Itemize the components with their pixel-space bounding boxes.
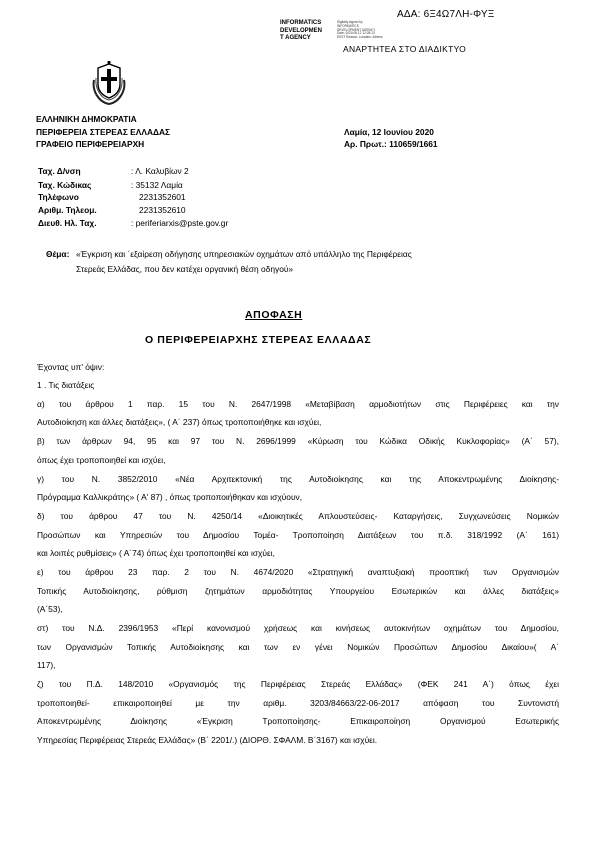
contact-email: : periferiarxis@pste.gov.gr [131,218,229,228]
body-line: α) του άρθρου 1 παρ. 15 του Ν. 2647/1998 «Μεταβίβαση αρμοδιοτήτων στις Περιφέρειες και την [37,399,559,409]
body-line: 117), [37,660,56,670]
subject-line: «Έγκριση και ΄εξαίρεση οδήγησης υπηρεσιακών οχημάτων από υπάλληλο της Περιφέρειας [76,249,412,259]
body-line: τροποποιηθεί- επικαιροποιηθεί με την αριθμ. 3203/84663/22-06-2017 απόφαση του Συντονιστή [37,698,559,708]
body-line: στ) του Ν.Δ. 2396/1953 «Περί κανονισμού χρήσεως και κινήσεως αυτοκινήτων οχημάτων του Δημοσίου, [37,623,559,633]
body-line: (Α΄53), [37,604,63,614]
contact-postcode: : 35132 Λαμία [131,180,183,190]
contact-label: Ταχ. Δ/νση [38,166,81,176]
body-line: β) των άρθρων 94, 95 και 97 του Ν. 2696/1999 «Κύρωση του Κώδικα Οδικής Κυκλοφορίας» (Α΄ 57), [37,436,559,446]
body-line: και λοιπές ρυθμίσεις» ( Α΄74) όπως έχει τροποποιηθεί και ισχύει, [37,548,275,558]
greek-emblem-icon [92,60,126,106]
contact-address: : Λ. Καλυβίων 2 [131,166,189,176]
office-name: ΓΡΑΦΕΙΟ ΠΕΡΙΦΕΡΕΙΑΡΧΗ [36,139,145,149]
subject-label: Θέμα: [46,249,70,259]
contact-label: Τηλέφωνο [38,192,79,202]
contact-fax: 2231352610 [139,205,186,215]
body-line: ε) του άρθρου 23 παρ. 2 του Ν. 4674/2020 «Στρατηγική αναπτυξιακή προοπτική των Οργανισμών [37,567,559,577]
contact-phone: 2231352601 [139,192,186,202]
body-line: Έχοντας υπ' όψιν: [37,362,105,372]
body-line: όπως έχει τροποποιηθεί και ισχύει, [37,455,166,465]
document-date: Λαμία, 12 Ιουνίου 2020 [344,127,434,137]
digital-signature-stamp [280,20,344,43]
decision-title: ΑΠΟΦΑΣΗ [245,309,303,321]
stamp-line: INFORMATICS [280,20,322,26]
stamp-small-text: Digitally signed by INFORMATICS DEVELOPMENT AGENCY Date: 2020.06.12 12:28:13 EEST Reason: Location: Athens [337,20,383,40]
body-line: ζ) του Π.Δ. 148/2010 «Οργανισμός της Περιφέρειας Στερεάς Ελλάδας» (ΦΕΚ 241 Α΄) όπως έχει [37,679,559,689]
body-line: Αυτοδιοίκηση και άλλες διατάξεις», ( Α΄ 237) όπως τροποποιήθηκε και ισχύει, [37,417,322,427]
body-line: δ) του άρθρου 47 του Ν. 4250/14 «Διοικητικές Απλουστεύσεις- Καταργήσεις, Συγχωνεύσεις Νομικών [37,511,559,521]
stamp-line: T AGENCY [280,35,311,41]
subject-line: Στερεάς Ελλάδας, που δεν κατέχει οργανική θέση οδηγού» [76,264,294,274]
publication-notice: ΑΝΑΡΤΗΤΕΑ ΣΤΟ ΔΙΑΔΙΚΤΥΟ [343,44,467,54]
body-line: Προσώπων και Υπηρεσιών του Δημοσίου Τομέα- Τροποποίηση Διατάξεων του π.δ. 318/1992 (Α΄ 161) [37,530,559,540]
body-line: Υπηρεσίας Περιφέρειας Στερεάς Ελλάδας» (Β΄ 2201/.) (ΔΙΟΡΘ. ΣΦΑΛΜ. Β΄3167) και ισχύει. [37,735,378,745]
body-line: γ) του Ν. 3852/2010 «Νέα Αρχιτεκτονική της Αυτοδιοίκησης και της Αποκεντρωμένης Διοίκησης- [37,474,559,484]
stamp-line: DEVELOPMEN [280,27,323,34]
body-line: Πρόγραμμα Καλλικράτης» ( Α' 87) , όπως τροποποιήθηκαν και ισχύουν, [37,492,303,502]
protocol-number: Αρ. Πρωτ.: 110659/1661 [344,139,438,149]
country-name: ΕΛΛΗΝΙΚΗ ΔΗΜΟΚΡΑΤΙΑ [36,114,137,124]
contact-label: Ταχ. Κώδικας [38,180,92,190]
body-line: 1 . Τις διατάξεις [37,380,95,390]
contact-label: Διευθ. Ηλ. Ταχ. [38,218,97,228]
body-line: των Οργανισμών Τοπικής Αυτοδιοίκησης και των εν γένει Νομικών Προσώπων Δημοσίου Δικαίου»( Α΄ [37,642,559,652]
body-line: Τοπικής Αυτοδιοίκησης, ρύθμιση ζητημάτων αρμοδιότητας Υπουργείου Εσωτερικών και άλλες διατάξεις» [37,586,559,596]
contact-label: Αριθμ. Τηλεομ. [38,205,97,215]
issuer-title: Ο ΠΕΡΙΦΕΡΕΙΑΡΧΗΣ ΣΤΕΡΕΑΣ ΕΛΛΑΔΑΣ [145,334,372,346]
region-name: ΠΕΡΙΦΕΡΕΙΑ ΣΤΕΡΕΑΣ ΕΛΛΑΔΑΣ [36,127,171,137]
body-line: Αποκεντρωμένης Διοίκησης «Έγκριση Τροποποίησης- Επικαιροποίηση Οργανισμού Εσωτερικής [37,716,559,726]
ada-code: ΑΔΑ: 6Ξ4Ω7ΛΗ-ΦΥΞ [397,9,495,20]
